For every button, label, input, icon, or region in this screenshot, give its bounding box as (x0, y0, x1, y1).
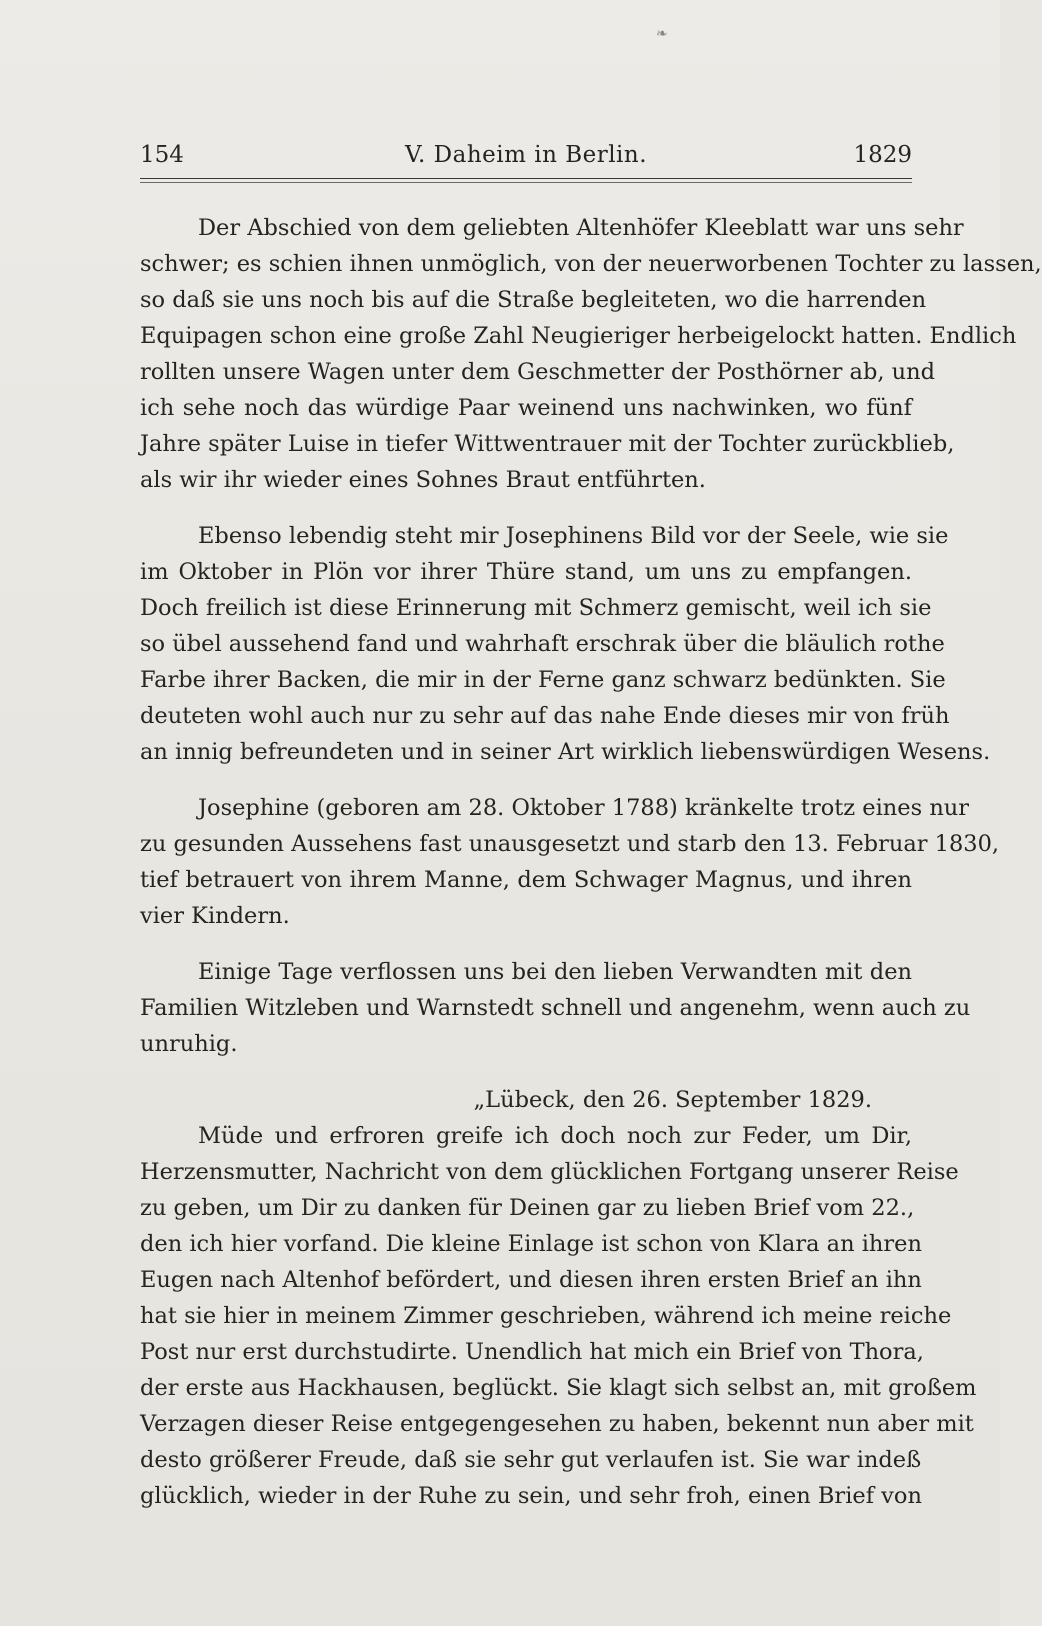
text-line: schwer; es schien ihnen unmöglich, von der neuerworbenen Tochter zu lassen, (140, 251, 1042, 277)
running-head (140, 135, 912, 175)
text-line: glücklich, wieder in der Ruhe zu sein, und sehr froh, einen Brief von (140, 1483, 922, 1509)
text-line: der erste aus Hackhausen, beglückt. Sie klagt sich selbst an, mit großem (140, 1375, 977, 1401)
letter-paragraph (140, 1118, 977, 1514)
text-line: zu geben, um Dir zu danken für Deinen gar zu lieben Brief vom 22., (140, 1195, 915, 1221)
text-line: Verzagen dieser Reise entgegengesehen zu haben, bekennt nun aber mit (140, 1411, 974, 1437)
text-line: so daß sie uns noch bis auf die Straße begleiteten, wo die harrenden (140, 287, 927, 313)
chapter-title: V. Daheim in Berlin. (404, 142, 648, 168)
paragraph-3 (140, 790, 1000, 934)
text-line: unruhig. (140, 1031, 238, 1057)
text-line: Müde und erfroren greife ich doch noch zur Feder, um Dir, (198, 1123, 912, 1149)
paragraph-2 (140, 518, 991, 770)
text-line: Post nur erst durchstudirte. Unendlich hat mich ein Brief von Thora, (140, 1339, 924, 1365)
text-line: zu gesunden Aussehens fast unausgesetzt und starb den 13. Februar 1830, (140, 831, 1000, 857)
text-line: im Oktober in Plön vor ihrer Thüre stand, um uns zu empfangen. (140, 559, 912, 585)
text-line: Farbe ihrer Backen, die mir in der Ferne ganz schwarz bedünkten. Sie (140, 667, 946, 693)
text-line: den ich hier vorfand. Die kleine Einlage ist schon von Klara an ihren (140, 1231, 922, 1257)
text-line: Herzensmutter, Nachricht von dem glücklichen Fortgang unserer Reise (140, 1159, 959, 1185)
text-line: Der Abschied von dem geliebten Altenhöfer Kleeblatt war uns sehr (198, 215, 964, 241)
text-line: desto größerer Freude, daß sie sehr gut verlaufen ist. Sie war indeß (140, 1447, 922, 1473)
letter-dateline: „Lübeck, den 26. September 1829. (473, 1087, 872, 1113)
text-line: Doch freilich ist diese Erinnerung mit Schmerz gemischt, weil ich sie (140, 595, 932, 621)
paragraph-4 (140, 954, 971, 1062)
text-line: Ebenso lebendig steht mir Josephinens Bild vor der Seele, wie sie (198, 523, 949, 549)
ink-speck: ❧ (656, 26, 668, 42)
text-line: hat sie hier in meinem Zimmer geschrieben, während ich meine reiche (140, 1303, 952, 1329)
header-rule (140, 178, 912, 183)
text-line: vier Kindern. (140, 903, 290, 929)
text-line: Eugen nach Altenhof befördert, und diesen ihren ersten Brief an ihn (140, 1267, 922, 1293)
text-line: deuteten wohl auch nur zu sehr auf das nahe Ende dieses mir von früh (140, 703, 950, 729)
text-line: Josephine (geboren am 28. Oktober 1788) kränkelte trotz eines nur (198, 795, 970, 821)
header-year: 1829 (853, 142, 912, 168)
text-line: tief betrauert von ihrem Manne, dem Schwager Magnus, und ihren (140, 867, 912, 893)
text-line: Equipagen schon eine große Zahl Neugieriger herbeigelockt hatten. Endlich (140, 323, 1017, 349)
text-line: Einige Tage verflossen uns bei den lieben Verwandten mit den (198, 959, 912, 985)
text-body (140, 210, 1042, 1514)
text-line: Jahre später Luise in tiefer Wittwentrauer mit der Tochter zurückblieb, (140, 431, 955, 457)
page-number: 154 (140, 142, 184, 168)
text-line: ich sehe noch das würdige Paar weinend uns nachwinken, wo fünf (140, 395, 912, 421)
text-line: als wir ihr wieder eines Sohnes Braut entführten. (140, 467, 706, 493)
text-line: rollten unsere Wagen unter dem Geschmetter der Posthörner ab, und (140, 359, 936, 385)
text-line: so übel aussehend fand und wahrhaft erschrak über die bläulich rothe (140, 631, 945, 657)
paragraph-1 (140, 210, 1042, 498)
text-line: Familien Witzleben und Warnstedt schnell und angenehm, wenn auch zu (140, 995, 971, 1021)
text-line: an innig befreundeten und in seiner Art wirklich liebenswürdigen Wesens. (140, 739, 991, 765)
